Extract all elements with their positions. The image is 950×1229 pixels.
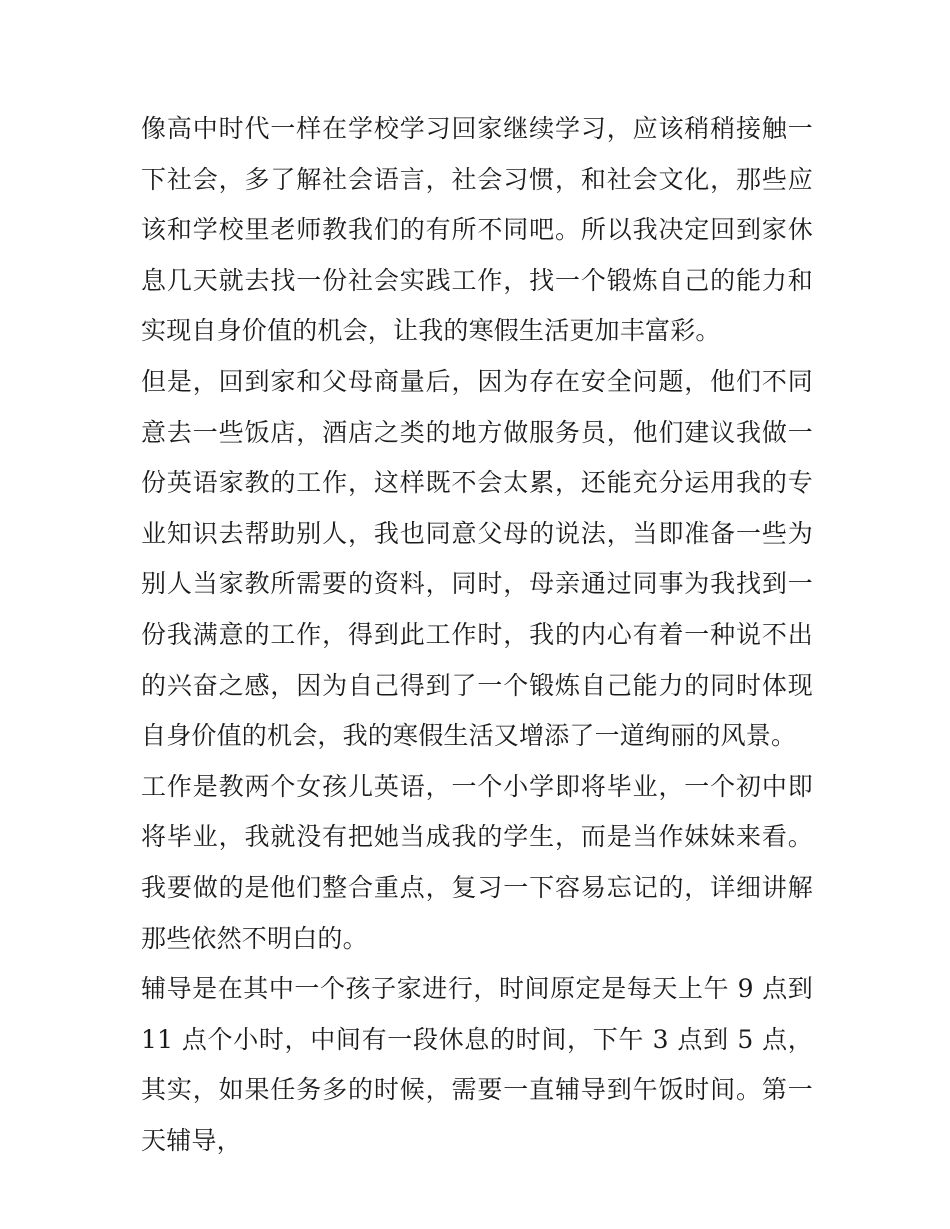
paragraph-4: 辅导是在其中一个孩子家进行，时间原定是每天上午 9 点到 11 点个小时，中间有一段休息的时间，下午 3 点到 5 点，其实，如果任务多的时候，需要一直辅导到午饭时间。第一天辅导， [141,974,813,1155]
paragraph-2: 但是，回到家和父母商量后，因为存在安全问题，他们不同意去一些饭店，酒店之类的地方做服务员，他们建议我做一份英语家教的工作，这样既不会太累，还能充分运用我的专业知识去帮助别人，我也同意父母的说法，当即准备一些为别人当家教所需要的资料，同时，母亲通过同事为我找到一份我满意的工作，得到此工作时，我的内心有着一种说不出的兴奋之感，因为自己得到了一个锻炼自己能力的同时体现自身价值的机会，我的寒假生活又增添了一道绚丽的风景。 [141,366,813,751]
paragraph-1: 像高中时代一样在学校学习回家继续学习，应该稍稍接触一下社会，多了解社会语言，社会习惯，和社会文化，那些应该和学校里老师教我们的有所不同吧。所以我决定回到家休息几天就去找一份社会实践工作，找一个锻炼自己的能力和实现自身价值的机会，让我的寒假生活更加丰富彩。 [141,114,813,346]
paragraph-3: 工作是教两个女孩儿英语，一个小学即将毕业，一个初中即将毕业，我就没有把她当成我的学生，而是当作妹妹来看。我要做的是他们整合重点，复习一下容易忘记的，详细讲解那些依然不明白的。 [141,771,813,953]
document-body [141,104,813,1166]
